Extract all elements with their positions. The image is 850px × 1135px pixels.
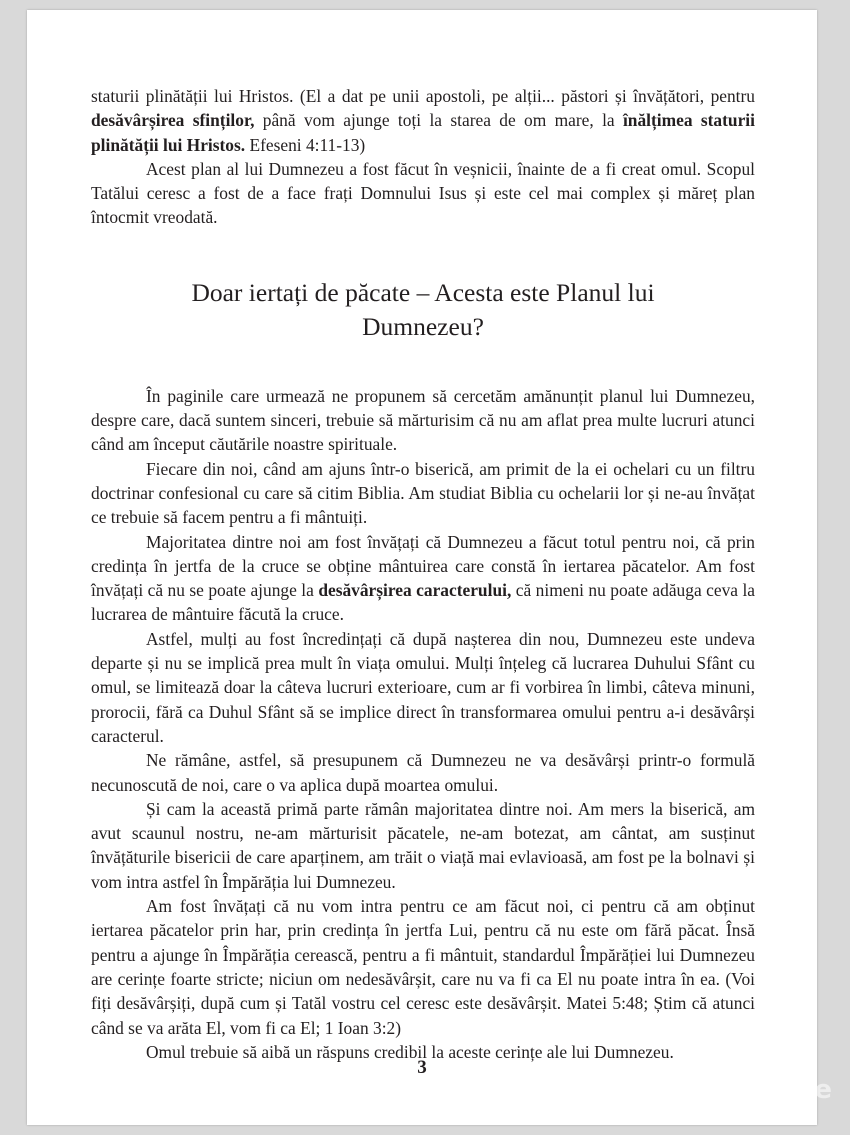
body-paragraph-7: Am fost învățați că nu vom intra pentru ce am făcut noi, ci pentru că am obținut iertarea păcatelor prin har, prin credința în jertfa Lui, pentru că nu este om fără păcat. Însă pentru a ajunge în Împărăția cerească, pentru a fi mântuit, standardul Împărăției lui Dumnezeu are cerințe foarte stricte; niciun om nedesăvârșit, care nu va fi ca El nu poate intra în ea. (Voi fiți desăvârșiți, după cum și Tatăl vostru cel ceresc este desăvârșit. Matei 5:48; Știm că atunci când se va arăta El, vom fi ca El; 1 Ioan 3:2): [91, 896, 755, 1038]
body-paragraph-1: În paginile care urmează ne propunem să cercetăm amănunțit planul lui Dumnezeu, despre care, dacă suntem sinceri, trebuie să mărturisim că nu am aflat prea multe lucruri atunci când am început căutările noastre spirituale.: [91, 385, 755, 455]
bold-text: desăvârșirea caracterului,: [318, 580, 512, 601]
section-heading: Doar iertați de păcate – Acesta este Planul lui Dumnezeu?: [191, 277, 655, 341]
text-run: Efeseni 4:11-13): [245, 134, 366, 155]
body-paragraph-3: [91, 530, 755, 627]
body-paragraph-5: Ne rămâne, astfel, să presupunem că Dumnezeu ne va desăvârși printr-o formulă necunoscută de noi, care o va aplica după moartea omului.: [91, 750, 755, 795]
watermark: e: [814, 1075, 832, 1105]
text-run: până vom ajunge toți la starea de om mare, la: [254, 110, 623, 131]
document-page: [27, 10, 817, 1125]
body-paragraph-8: Omul trebuie să aibă un răspuns credibil la aceste cerințe ale lui Dumnezeu.: [146, 1041, 674, 1062]
intro-paragraph-1: [91, 84, 755, 157]
body-paragraph-6: Și cam la această primă parte rămân majoritatea dintre noi. Am mers la biserică, am avut scaunul nostru, ne-am mărturisit păcatele, ne-am botezat, am cântat, am susținut învățăturile bisericii de care aparținem, am trăit o viață mai evlavioasă, am fost pe la bolnavi și vom intra astfel în Împărăția lui Dumnezeu.: [91, 798, 755, 892]
body-paragraph-4: Astfel, mulți au fost încredințați că după nașterea din nou, Dumnezeu este undeva departe și nu se implică prea mult în viața omului. Mulți înțeleg că lucrarea Duhului Sfânt cu omul, se limitează doar la câteva lucruri exterioare, cum ar fi vorbirea în limbi, câteva minuni, prorocii, fără ca Duhul Sfânt să se implice direct în transformarea omului pentru a-i desăvârși caracterul.: [91, 628, 755, 746]
text-run: că nimeni nu poate adăuga ceva la lucrarea de mântuire făcută la cruce.: [91, 580, 755, 625]
bold-text: desăvârșirea sfinților,: [91, 110, 255, 131]
bold-text: înălțimea staturii plinătății lui Hristos.: [91, 110, 755, 155]
body-paragraph-2: Fiecare din noi, când am ajuns într-o biserică, am primit de la ei ochelari cu un filtru doctrinar confesional cu care să citim Biblia. Am studiat Biblia cu ochelarii lor și ne-au învățat ce trebuie să facem pentru a fi mântuiți.: [91, 458, 755, 528]
text-run: staturii plinătății lui Hristos. (El a dat pe unii apostoli, pe alții... păstori și învățători, pentru: [91, 86, 755, 106]
page-content: [91, 84, 755, 1064]
intro-paragraph-2: Acest plan al lui Dumnezeu a fost făcut în veșnicii, înainte de a fi creat omul. Scopul Tatălui ceresc a fost de a face frați Domnului Isus și este cel mai complex și măreț plan întocmit vreodată.: [91, 158, 755, 228]
page-number: 3: [417, 1057, 427, 1078]
text-run: Majoritatea dintre noi am fost învățați că Dumnezeu a făcut totul pentru noi, că prin credința în jertfa de la cruce se obține mântuirea care constă în iertarea păcatelor. Am fost învățați că nu se poate ajunge la: [91, 531, 755, 601]
